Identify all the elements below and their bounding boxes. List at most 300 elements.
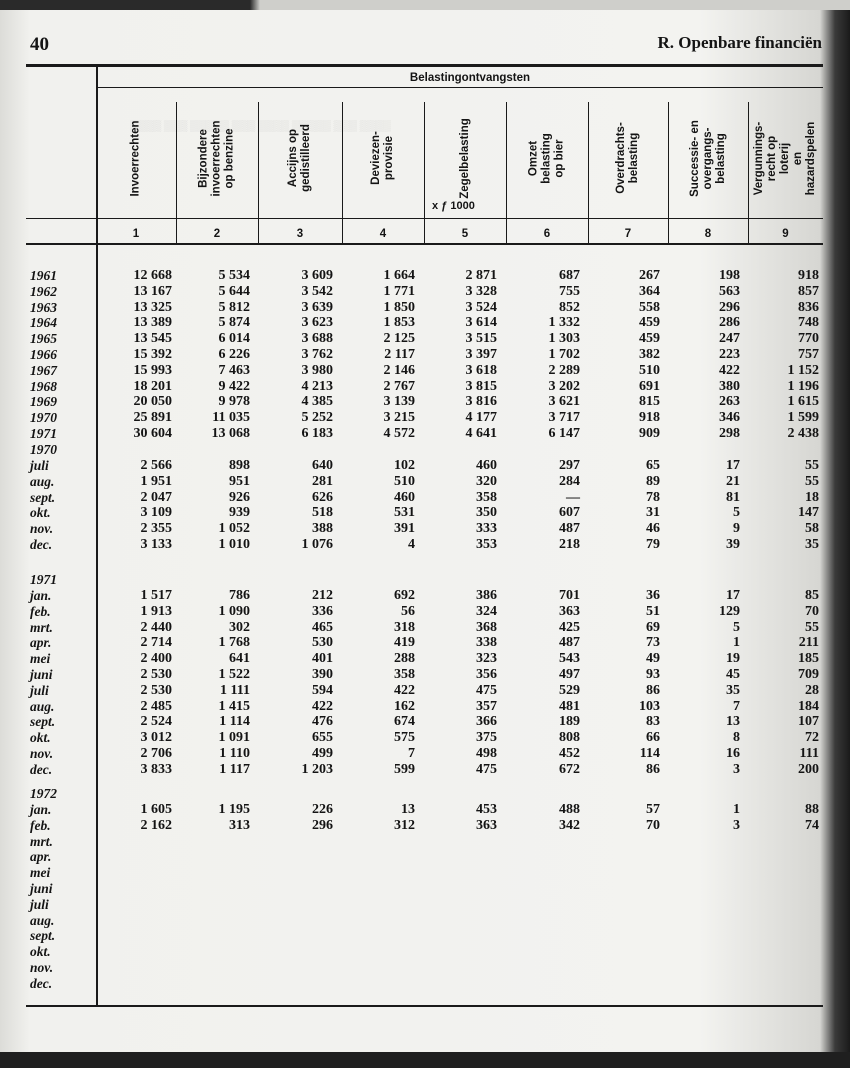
column-number: 7 — [624, 228, 632, 240]
row-period: juni — [30, 880, 53, 896]
table-cell: 55 — [805, 619, 819, 635]
table-cell: 2 047 — [140, 489, 172, 505]
table-cell: 368 — [476, 619, 497, 635]
column-header-label: Invoerrechten — [129, 119, 142, 197]
table-cell: 3 542 — [301, 283, 333, 299]
table-cell: 382 — [639, 346, 660, 362]
table-cell: 475 — [476, 761, 497, 777]
table-cell: 7 — [408, 745, 415, 761]
table-cell: 18 — [805, 489, 819, 505]
table-cell: 284 — [559, 473, 580, 489]
table-cell: 6 226 — [218, 346, 250, 362]
table-cell: 353 — [476, 536, 497, 552]
table-cell: 599 — [394, 761, 415, 777]
table-cell: 1 052 — [218, 521, 250, 537]
table-cell: 4 213 — [301, 378, 333, 394]
table-cell: 58 — [805, 521, 819, 537]
table-cell: 2 530 — [140, 682, 172, 698]
table-cell: 375 — [476, 730, 497, 746]
table-cell: 9 — [733, 521, 740, 537]
table-cell: 267 — [639, 268, 660, 283]
table-cell: 363 — [559, 603, 580, 619]
scan-top-edge — [0, 0, 850, 10]
row-period: mrt. — [30, 833, 53, 849]
table-cell: 298 — [719, 425, 740, 441]
table-cell: 422 — [394, 682, 415, 698]
column-number: 3 — [296, 228, 304, 240]
table-cell: 13 — [726, 714, 740, 730]
table-cell: 45 — [726, 666, 740, 682]
table-cell: 358 — [394, 666, 415, 682]
table-cell: 323 — [476, 651, 497, 667]
row-period: 1966 — [30, 346, 57, 362]
row-period: nov. — [30, 521, 54, 537]
table-cell: 363 — [476, 817, 497, 833]
table-cell: 30 604 — [133, 425, 172, 441]
table-cell: 459 — [639, 315, 660, 331]
table-cell: 1 114 — [219, 714, 250, 730]
column-number: 2 — [213, 228, 221, 240]
table-cell: 83 — [646, 714, 660, 730]
column-header-label: Zegelbelasting — [458, 117, 471, 199]
table-cell: 358 — [476, 489, 497, 505]
table-cell: 1 — [733, 635, 740, 651]
table-cell: 3 614 — [465, 315, 497, 331]
table-cell: 386 — [476, 587, 497, 603]
table-cell: 3 762 — [301, 346, 333, 362]
table-cell: 333 — [476, 521, 497, 537]
table-cell: 3 980 — [301, 362, 333, 378]
row-period: okt. — [30, 944, 51, 960]
table-cell: 465 — [312, 619, 333, 635]
table-cell: 111 — [799, 745, 819, 761]
table-cell: 6 014 — [218, 331, 250, 347]
table-cell: 55 — [805, 457, 819, 473]
table-cell: 3 623 — [301, 315, 333, 331]
table-cell: 487 — [559, 521, 580, 537]
table-cell: 1 152 — [787, 362, 819, 378]
table-cell: 1 522 — [218, 666, 250, 682]
row-period: apr. — [30, 849, 52, 865]
table-cell: 1 091 — [218, 730, 250, 746]
table-cell: 1 768 — [218, 635, 250, 651]
row-period: jan. — [30, 587, 52, 603]
table-cell: 1 303 — [548, 331, 580, 347]
table-cell: 350 — [476, 505, 497, 521]
table-cell: 5 644 — [218, 283, 250, 299]
group-year-text: 1972 — [30, 786, 57, 802]
row-period: dec. — [30, 761, 53, 777]
table-cell: 391 — [394, 521, 415, 537]
row-period: mrt. — [30, 619, 53, 635]
row-period: 1967 — [30, 362, 57, 378]
table-cell: 709 — [798, 666, 819, 682]
row-period: sept. — [30, 928, 56, 944]
table-cell: 531 — [394, 505, 415, 521]
table-cell: 6 183 — [301, 425, 333, 441]
table-cell: 530 — [312, 635, 333, 651]
table-cell: 13 545 — [133, 331, 172, 347]
table-cell: 5 — [733, 619, 740, 635]
table-cell: 318 — [394, 619, 415, 635]
row-period: 1964 — [30, 315, 57, 331]
table-cell: 7 463 — [218, 362, 250, 378]
table-cell: 607 — [559, 505, 580, 521]
column-header — [748, 102, 823, 214]
table-cell: 49 — [646, 651, 660, 667]
table-cell: 55 — [805, 473, 819, 489]
table-cell: 21 — [726, 473, 740, 489]
column-header — [424, 102, 506, 214]
table-cell: 88 — [805, 801, 819, 817]
column-header — [668, 102, 748, 214]
table-cell: 755 — [559, 283, 580, 299]
table-cell: 488 — [559, 801, 580, 817]
table-cell: 19 — [726, 651, 740, 667]
table-cell: 297 — [559, 457, 580, 473]
table-cell: 336 — [312, 603, 333, 619]
table-cell: 786 — [229, 587, 250, 603]
table-cell: 558 — [639, 299, 660, 315]
table-cell: 93 — [646, 666, 660, 682]
table-cell: 296 — [312, 817, 333, 833]
table-cell: 28 — [805, 682, 819, 698]
table-cell: 346 — [719, 410, 740, 426]
table-cell: 364 — [639, 283, 660, 299]
table-cell: 147 — [798, 505, 819, 521]
table-cell: 72 — [805, 730, 819, 746]
table-cell: 4 — [408, 536, 415, 552]
table-cell: 13 068 — [211, 425, 250, 441]
table-cell: 594 — [312, 682, 333, 698]
table-cell: 65 — [646, 457, 660, 473]
bottom-rule — [26, 1005, 823, 1007]
table-cell: 356 — [476, 666, 497, 682]
table-cell: 212 — [312, 587, 333, 603]
table-cell: 476 — [312, 714, 333, 730]
section-title: R. Openbare financiën — [657, 33, 822, 52]
row-period: 1963 — [30, 299, 57, 315]
table-cell: 6 147 — [548, 425, 580, 441]
table-cell: 218 — [559, 536, 580, 552]
table-cell: 211 — [798, 635, 819, 651]
table-cell: 691 — [639, 378, 660, 394]
group-year-text: 1970 — [30, 442, 57, 458]
column-header — [588, 102, 668, 214]
table-cell: 499 — [312, 745, 333, 761]
table-cell: 5 252 — [301, 410, 333, 426]
table-cell: 3 012 — [140, 730, 172, 746]
table-cell: 687 — [559, 268, 580, 283]
row-period: 1962 — [30, 283, 57, 299]
table-cell: 16 — [726, 745, 740, 761]
table-cell: 5 874 — [218, 315, 250, 331]
table-cell: 3 — [733, 817, 740, 833]
table-cell: 1 332 — [548, 315, 580, 331]
table-cell: 1 203 — [301, 761, 333, 777]
table-cell: 35 — [805, 536, 819, 552]
table-cell: 1 702 — [548, 346, 580, 362]
table-cell: 692 — [394, 587, 415, 603]
table-cell: 12 668 — [133, 268, 172, 283]
table-cell: 103 — [639, 698, 660, 714]
table-cell: 757 — [798, 346, 819, 362]
table-cell: 3 515 — [465, 331, 497, 347]
table-cell: 2 162 — [140, 817, 172, 833]
table-cell: 9 978 — [218, 394, 250, 410]
table-cell: 296 — [719, 299, 740, 315]
table-cell: 200 — [798, 761, 819, 777]
table-cell: 3 618 — [465, 362, 497, 378]
table-cell: 459 — [639, 331, 660, 347]
table-cell: 185 — [798, 651, 819, 667]
table-cell: 1 664 — [383, 268, 415, 283]
table-cell: 1 913 — [140, 603, 172, 619]
table-cell: 3 815 — [465, 378, 497, 394]
table-cell: 5 534 — [218, 268, 250, 283]
table-cell: 31 — [646, 505, 660, 521]
table-cell: 1 111 — [220, 682, 250, 698]
table-cell: 2 706 — [140, 745, 172, 761]
table-cell: 1 615 — [787, 394, 819, 410]
table-cell: 857 — [798, 283, 819, 299]
column-header-label: Bijzondere invoerrechten op benzine — [197, 119, 236, 197]
table-cell: 70 — [646, 817, 660, 833]
table-cell: 1 010 — [218, 536, 250, 552]
table-cell: 497 — [559, 666, 580, 682]
row-period: jan. — [30, 801, 52, 817]
header-rule — [96, 87, 823, 88]
column-number: 4 — [379, 228, 387, 240]
row-period: juli — [30, 457, 49, 473]
column-number: 1 — [132, 228, 140, 240]
table-cell: 226 — [312, 801, 333, 817]
table-cell: 1 090 — [218, 603, 250, 619]
column-number: 6 — [543, 228, 551, 240]
page-number: 40 — [30, 34, 49, 55]
table-cell: 918 — [798, 268, 819, 283]
column-number: 8 — [704, 228, 712, 240]
table-cell: 2 438 — [787, 425, 819, 441]
unit-label: x ƒ 1000 — [432, 200, 475, 212]
table-cell: 286 — [719, 315, 740, 331]
table-cell: 13 389 — [133, 315, 172, 331]
table-cell: 18 201 — [133, 378, 172, 394]
row-period: mei — [30, 651, 51, 667]
row-period: 1971 — [30, 425, 57, 441]
table-cell: 2 400 — [140, 651, 172, 667]
table-cell: 563 — [719, 283, 740, 299]
table-cell: 460 — [394, 489, 415, 505]
table-cell: 57 — [646, 801, 660, 817]
table-cell: 78 — [646, 489, 660, 505]
bleed-through-texture: ▒▒▒▒ ▒▒▒ ▒▒▒▒▒ ▒▒▒ ▒▒▒▒ ▒▒▒▒▒ ▒▒▒ ▒▒▒▒ — [130, 120, 391, 132]
column-header — [506, 102, 588, 214]
table-cell: 85 — [805, 587, 819, 603]
row-period: dec. — [30, 536, 53, 552]
table-cell: 13 325 — [133, 299, 172, 315]
table-cell: 815 — [639, 394, 660, 410]
table-cell: 926 — [229, 489, 250, 505]
table-cell: 3 621 — [548, 394, 580, 410]
table-main-header: Belastingontvangsten — [409, 72, 531, 84]
table-cell: 674 — [394, 714, 415, 730]
table-cell: 184 — [798, 698, 819, 714]
table-cell: 3 202 — [548, 378, 580, 394]
group-year-text: 1971 — [30, 572, 57, 588]
row-period: 1968 — [30, 378, 57, 394]
table-cell: 1 110 — [219, 745, 250, 761]
table-cell: 302 — [229, 619, 250, 635]
row-period: sept. — [30, 714, 56, 730]
table-cell: 1 605 — [140, 801, 172, 817]
table-cell: 425 — [559, 619, 580, 635]
table-cell: 313 — [229, 817, 250, 833]
table-cell: 8 — [733, 730, 740, 746]
table-cell: 320 — [476, 473, 497, 489]
row-period: dec. — [30, 975, 53, 991]
table-cell: 36 — [646, 587, 660, 603]
table-cell: 107 — [798, 714, 819, 730]
table-cell: 380 — [719, 378, 740, 394]
table-cell: 390 — [312, 666, 333, 682]
table-cell: 422 — [312, 698, 333, 714]
row-period: feb. — [30, 817, 51, 833]
table-cell: 15 392 — [133, 346, 172, 362]
table-cell: 17 — [726, 587, 740, 603]
table-cell: 3 816 — [465, 394, 497, 410]
column-number: 9 — [782, 228, 789, 240]
table-cell: 498 — [476, 745, 497, 761]
table-cell: 89 — [646, 473, 660, 489]
table-cell: 1 853 — [383, 315, 415, 331]
table-cell: 641 — [229, 651, 250, 667]
table-cell: 3 833 — [140, 761, 172, 777]
row-period: aug. — [30, 698, 55, 714]
table-cell: — — [566, 489, 580, 505]
table-cell: 56 — [401, 603, 415, 619]
table-cell: 518 — [312, 505, 333, 521]
column-header-label: Overdrachts- belasting — [615, 122, 640, 194]
table-cell: 2 117 — [384, 346, 415, 362]
row-period: aug. — [30, 912, 55, 928]
table-cell: 453 — [476, 801, 497, 817]
table-cell: 35 — [726, 682, 740, 698]
table-cell: 86 — [646, 682, 660, 698]
table-cell: 114 — [639, 745, 660, 761]
table-cell: 626 — [312, 489, 333, 505]
table-cell: 5 812 — [218, 299, 250, 315]
table-cell: 69 — [646, 619, 660, 635]
table-cell: 342 — [559, 817, 580, 833]
table-cell: 701 — [559, 587, 580, 603]
row-period: nov. — [30, 745, 54, 761]
column-header — [96, 102, 176, 214]
table-cell: 422 — [719, 362, 740, 378]
table-cell: 2 767 — [383, 378, 415, 394]
table-cell: 3 688 — [301, 331, 333, 347]
row-period: aug. — [30, 473, 55, 489]
table-cell: 640 — [312, 457, 333, 473]
table-cell: 102 — [394, 457, 415, 473]
table-cell: 452 — [559, 745, 580, 761]
table-cell: 3 109 — [140, 505, 172, 521]
table-cell: 324 — [476, 603, 497, 619]
table-cell: 223 — [719, 346, 740, 362]
row-period: 1970 — [30, 410, 57, 426]
table-cell: 2 566 — [140, 457, 172, 473]
table-cell: 3 133 — [140, 536, 172, 552]
column-number: 5 — [461, 228, 469, 240]
table-cell: 3 639 — [301, 299, 333, 315]
column-header-label: Vergunnings- recht op loterij en hazardspelen — [753, 121, 817, 195]
table-cell: 419 — [394, 635, 415, 651]
row-period: juli — [30, 682, 49, 698]
table-cell: 74 — [805, 817, 819, 833]
table-cell: 1 196 — [787, 378, 819, 394]
table-cell: 510 — [639, 362, 660, 378]
table-cell: 939 — [229, 505, 250, 521]
table-cell: 487 — [559, 635, 580, 651]
row-period: juni — [30, 666, 53, 682]
table-cell: 1 117 — [219, 761, 250, 777]
table-cell: 401 — [312, 651, 333, 667]
table-cell: 3 524 — [465, 299, 497, 315]
table-cell: 3 397 — [465, 346, 497, 362]
table-cell: 1 599 — [787, 410, 819, 426]
table-cell: 312 — [394, 817, 415, 833]
table-cell: 1 951 — [140, 473, 172, 489]
table-cell: 7 — [733, 698, 740, 714]
table-cell: 655 — [312, 730, 333, 746]
table-cell: 1 — [733, 801, 740, 817]
table-cell: 2 485 — [140, 698, 172, 714]
table-cell: 70 — [805, 603, 819, 619]
table-cell: 510 — [394, 473, 415, 489]
top-rule — [26, 64, 823, 67]
row-period: sept. — [30, 489, 56, 505]
table-cell: 198 — [719, 268, 740, 283]
table-cell: 17 — [726, 457, 740, 473]
table-cell: 672 — [559, 761, 580, 777]
table-cell: 162 — [394, 698, 415, 714]
table-cell: 25 891 — [133, 410, 172, 426]
row-period: apr. — [30, 635, 52, 651]
table-cell: 247 — [719, 331, 740, 347]
table-cell: 3 328 — [465, 283, 497, 299]
table-cell: 460 — [476, 457, 497, 473]
table-cell: 951 — [229, 473, 250, 489]
table-cell: 1 415 — [218, 698, 250, 714]
table-cell: 836 — [798, 299, 819, 315]
table-cell: 918 — [639, 410, 660, 426]
table-cell: 388 — [312, 521, 333, 537]
table-cell: 1 517 — [140, 587, 172, 603]
table-cell: 366 — [476, 714, 497, 730]
table-cell: 4 177 — [465, 410, 497, 426]
row-period: nov. — [30, 959, 54, 975]
table-cell: 2 524 — [140, 714, 172, 730]
table-cell: 2 146 — [383, 362, 415, 378]
table-cell: 2 440 — [140, 619, 172, 635]
column-header-label: Deviezen- provisie — [370, 131, 395, 185]
column-header-label: Accijns op gedistilleerd — [287, 124, 312, 192]
table-cell: 39 — [726, 536, 740, 552]
table-cell: 263 — [719, 394, 740, 410]
scan-bottom-edge — [0, 1052, 850, 1068]
table-cell: 4 641 — [465, 425, 497, 441]
table-cell: 2 289 — [548, 362, 580, 378]
